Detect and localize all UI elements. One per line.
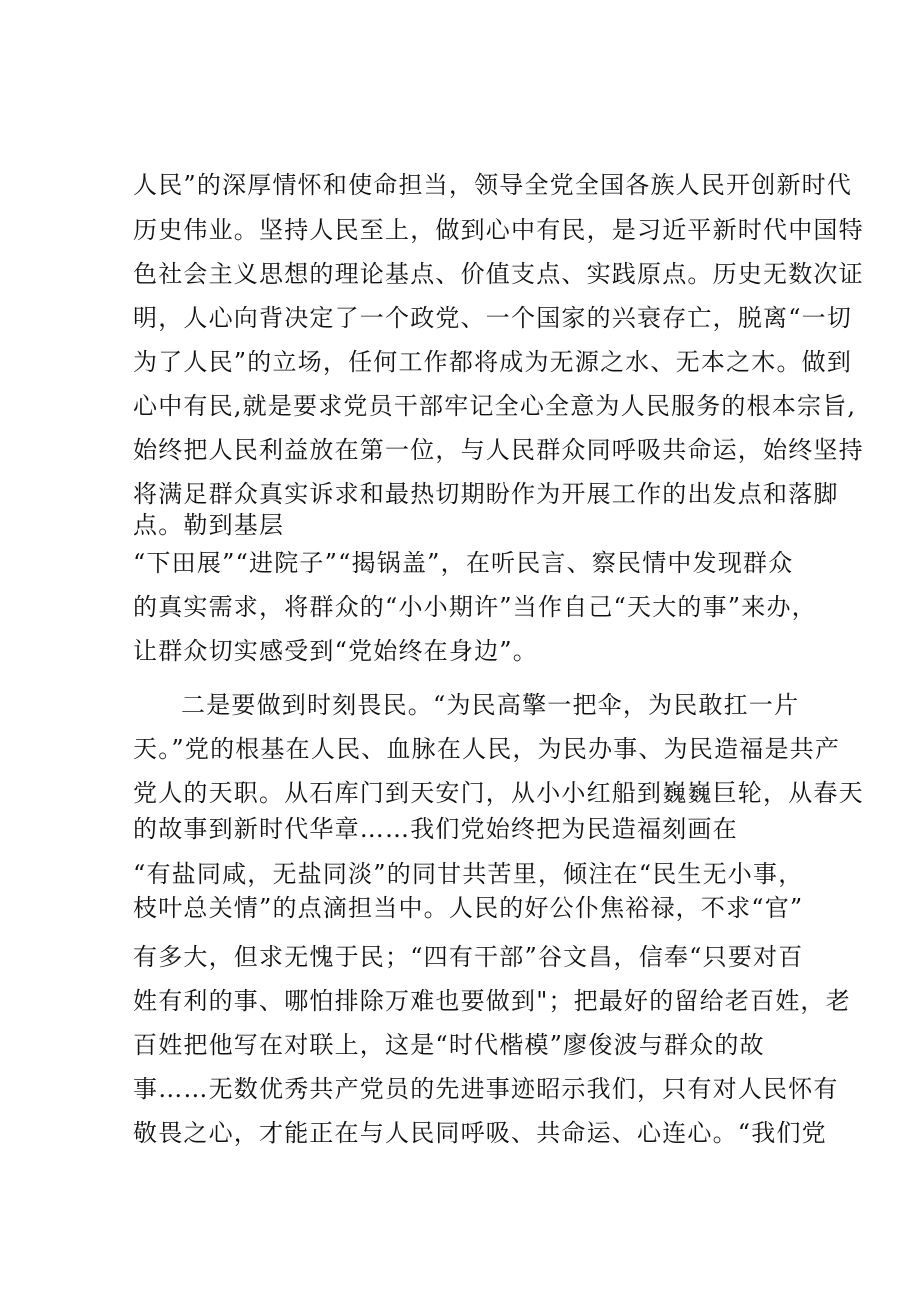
text-line: 为了人民”的立场，任何工作都将成为无源之水、无本之木。做到 (133, 348, 853, 376)
text-line: 让群众切实感受到“党始终在身边”。 (133, 637, 538, 665)
text-line: 敬畏之心，才能正在与人民同呼吸、共命运、心连心。“我们党 (133, 1119, 827, 1147)
text-line: 的真实需求，将群众的“小小期许”当作自己“天大的事”来办， (133, 593, 817, 621)
text-line: 有多大，但求无愧于民；“四有干部”谷文昌，信奉“只要对百 (133, 943, 804, 971)
text-line: 二是要做到时刻畏民。“为民高擎一把伞，为民敢扛一片 (181, 691, 800, 719)
text-line: 天。”党的根基在人民、血脉在人民，为民办事、为民造福是共产 (133, 735, 841, 763)
text-line: 百姓把他写在对联上，这是“时代楷模”廖俊波与群众的故 (133, 1031, 765, 1059)
text-line: 党人的天职。从石库门到天安门，从小小红船到巍巍巨轮，从春天 (133, 779, 864, 807)
text-line: 点。勒到基层 (133, 511, 285, 539)
text-line: 事……无数优秀共产党员的先进事迹昭示我们，只有对人民怀有 (133, 1075, 839, 1103)
text-line: 色社会主义思想的理论基点、价值支点、实践原点。历史无数次证 (133, 260, 864, 288)
text-line: “下田展”“进院子”“揭锅盖”，在听民言、察民情中发现群众 (133, 549, 794, 577)
text-line: 明，人心向背决定了一个政党、一个国家的兴衰存亡，脱离“一切 (133, 304, 853, 332)
text-line: 始终把人民利益放在第一位，与人民群众同呼吸共命运，始终坚持 (133, 436, 864, 464)
text-line: 人民”的深厚情怀和使命担当，领导全党全国各族人民开创新时代 (133, 171, 853, 199)
text-line: 将满足群众真实诉求和最热切期盼作为开展工作的出发点和落脚 (133, 480, 839, 508)
text-line: 历史伟业。坚持人民至上，做到心中有民，是习近平新时代中国特 (133, 216, 864, 244)
text-line: “有盐同咸，无盐同淡”的同甘共苦里，倾注在“民生无小事， (133, 860, 804, 888)
text-line: 枝叶总关情”的点滴担当中。人民的好公仆焦裕禄，不求“官” (133, 894, 804, 922)
text-line: 的故事到新时代华章……我们党始终把为民造福刻画在 (133, 815, 738, 843)
text-line: 心中有民,就是要求党员干部牢记全心全意为人民服务的根本宗旨, (133, 392, 857, 420)
text-line: 姓有利的事、哪怕排除万难也要做到"；把最好的留给老百姓，老 (133, 987, 851, 1015)
